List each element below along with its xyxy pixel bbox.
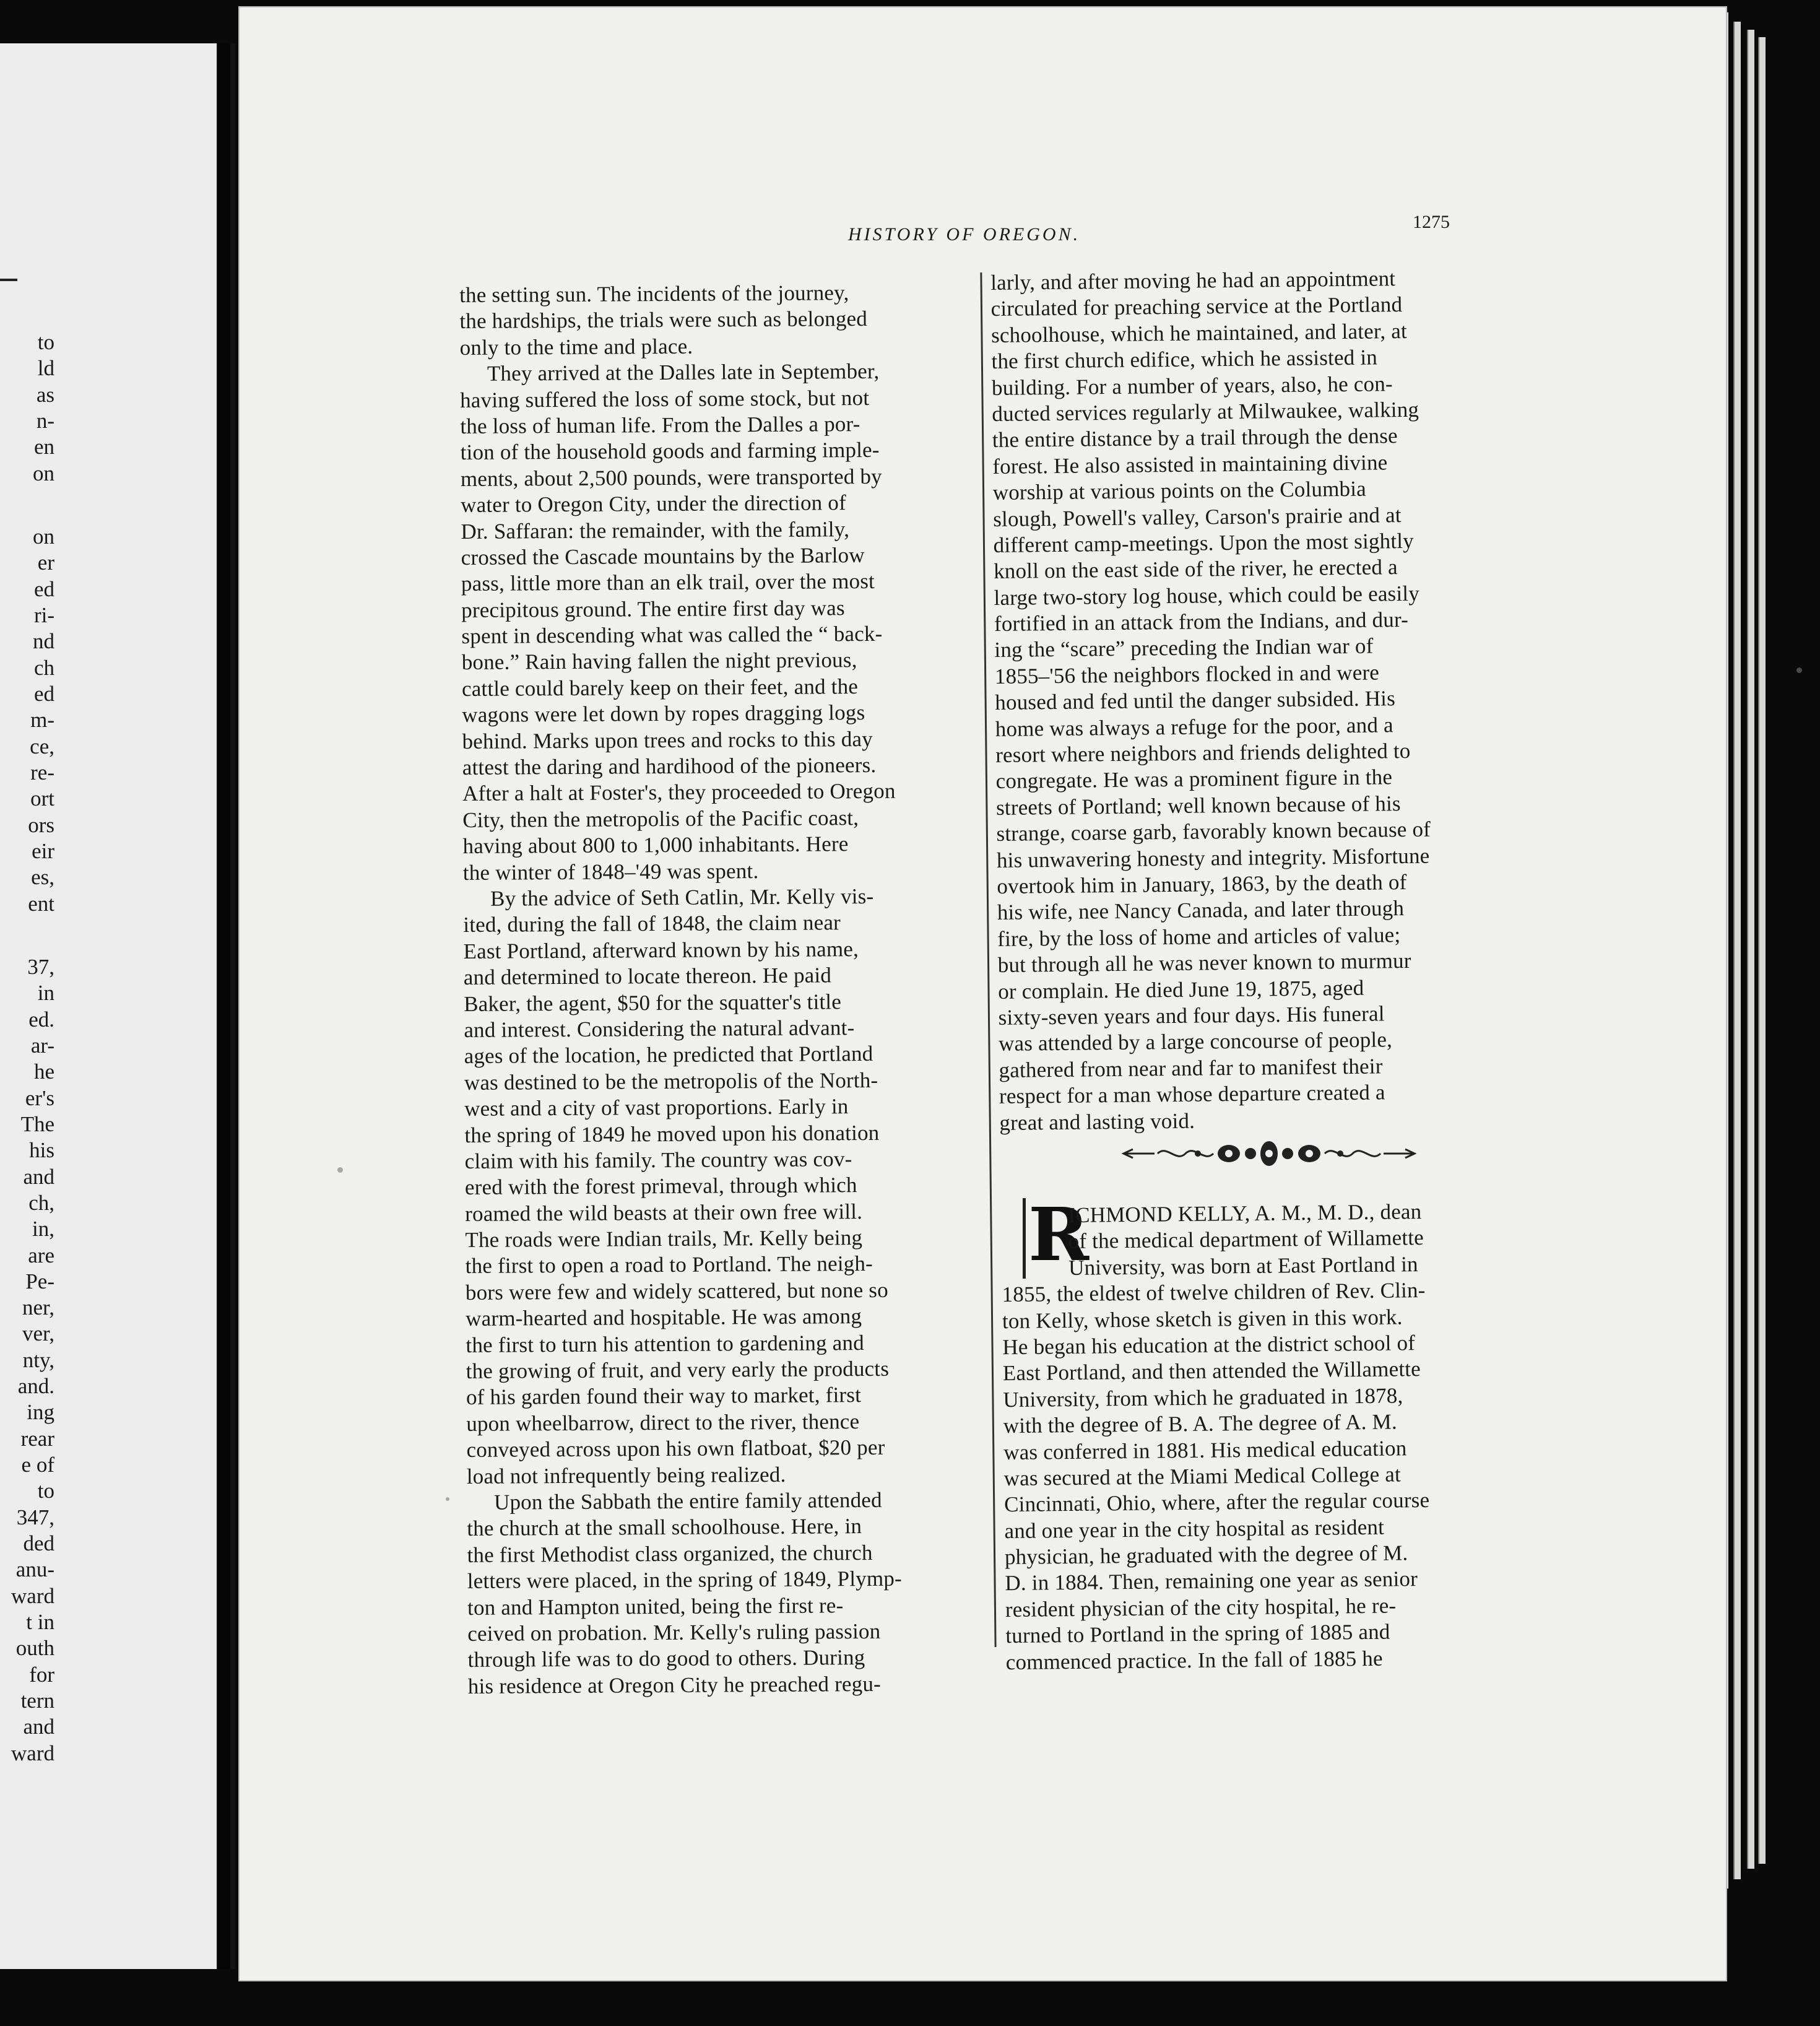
- left-page-fragment-line: ch: [33, 655, 54, 680]
- page-edge: [1733, 22, 1741, 1879]
- text-line: home was always a refuge for the poor, and a: [995, 712, 1393, 741]
- left-page-fragment-line: tern: [20, 1689, 54, 1713]
- left-page-fragment-line: 37,: [27, 954, 54, 979]
- left-page-fragment-line: Pe-: [25, 1269, 54, 1293]
- left-page-fragment-line: ing: [27, 1400, 54, 1425]
- text-line: He began his education at the district school of: [1002, 1331, 1416, 1360]
- text-line: precipitous ground. The entire first day was: [461, 595, 845, 622]
- left-page-fragment-line: ed: [33, 576, 54, 601]
- text-line: and interest. Considering the natural advant-: [464, 1015, 855, 1042]
- page-number: 1275: [1413, 212, 1450, 232]
- left-page-fragment-line: ch,: [28, 1190, 54, 1215]
- text-line: different camp-meetings. Upon the most sightly: [993, 528, 1415, 557]
- text-line: After a halt at Foster's, they proceeded to Oregon: [462, 779, 896, 806]
- text-line: East Portland, afterward known by his name,: [463, 936, 859, 963]
- text-line: or complain. He died June 19, 1875, aged: [997, 975, 1364, 1004]
- text-line: his residence at Oregon City he preached regu-: [467, 1671, 882, 1698]
- text-line: building. For a number of years, also, he con-: [991, 371, 1393, 400]
- left-page-fragment-line: on: [33, 461, 54, 485]
- left-page-fragment-line: [0, 917, 54, 954]
- text-line: the setting sun. The incidents of the journey,: [459, 280, 849, 307]
- left-page-fragment-line: as: [36, 382, 54, 407]
- text-line: resort where neighbors and friends delighted to: [995, 738, 1411, 767]
- left-page-fragment-line: and: [23, 1164, 54, 1189]
- column-3: [1002, 1198, 1519, 1675]
- text-line: the spring of 1849 he moved upon his donation: [464, 1120, 880, 1147]
- text-line: letters were placed, in the spring of 1849, Plymp-: [467, 1566, 902, 1594]
- text-line: through life was to do good to others. During: [467, 1645, 865, 1672]
- text-line: ceived on probation. Mr. Kelly's ruling passion: [467, 1619, 881, 1646]
- text-line: physician, he graduated with the degree of M.: [1004, 1541, 1408, 1570]
- left-page-fragment-line: ed.: [28, 1007, 54, 1032]
- text-line: sixty-seven years and four days. His funeral: [998, 1001, 1385, 1030]
- text-line: Baker, the agent, $50 for the squatter's title: [463, 989, 842, 1016]
- left-page-fragment-line: ver,: [22, 1321, 54, 1346]
- text-line: ages of the location, he predicted that Portland: [464, 1041, 873, 1069]
- left-page-fragment-line: ort: [30, 786, 54, 811]
- text-line: his unwavering honesty and integrity. Misfortune: [996, 843, 1430, 872]
- text-line: Cincinnati, Ohio, where, after the regular course: [1003, 1488, 1430, 1517]
- text-line: water to Oregon City, under the direction of: [461, 490, 847, 518]
- text-line: of the medical department of Willamette: [1068, 1225, 1424, 1254]
- left-page-fragment-line: outh: [15, 1636, 54, 1661]
- text-line: only to the time and place.: [459, 334, 693, 360]
- left-page-fragment-line: es,: [31, 865, 54, 890]
- left-page-fragment-line: n-: [36, 408, 54, 433]
- text-line: west and a city of vast proportions. Early in: [464, 1094, 849, 1121]
- text-line: with the degree of B. A. The degree of A. M.: [1003, 1409, 1398, 1438]
- left-page-fragment-line: ward: [11, 1741, 54, 1765]
- text-line: was secured at the Miami Medical College at: [1003, 1462, 1402, 1491]
- left-page-fragment-line: ce,: [30, 734, 54, 759]
- text-line: bors were few and widely scattered, but none so: [465, 1277, 889, 1305]
- text-line: behind. Marks upon trees and rocks to this day: [462, 726, 873, 754]
- left-page-fragment-line: t in: [26, 1610, 54, 1635]
- left-page-fragment-line: 347,: [16, 1505, 54, 1529]
- left-page-fragment-line: nty,: [22, 1347, 54, 1372]
- text-line: and determined to locate thereon. He paid: [463, 963, 832, 990]
- text-line: strange, coarse garb, favorably known because of: [996, 817, 1431, 846]
- text-line: University, was born at East Portland in: [1068, 1251, 1418, 1280]
- left-page-fragment-line: ld: [37, 356, 54, 381]
- text-line: wagons were let down by ropes dragging logs: [462, 700, 865, 728]
- left-page-fragment-line: for: [29, 1662, 54, 1687]
- left-page-fragment-line: er's: [25, 1085, 54, 1110]
- text-line: ton and Hampton united, being the first re-: [467, 1593, 844, 1620]
- left-page: [0, 43, 217, 1969]
- text-line: forest. He also assisted in maintaining divine: [992, 450, 1388, 479]
- text-line: great and lasting void.: [999, 1108, 1195, 1135]
- left-page-fragment-line: anu-: [15, 1557, 54, 1582]
- text-line: worship at various points on the Columbia: [992, 476, 1367, 505]
- text-line: University, from which he graduated in 1878,: [1003, 1383, 1403, 1412]
- left-page-fragment-line: he: [33, 1059, 54, 1084]
- text-line: large two-story log house, which could be easily: [994, 581, 1420, 610]
- left-page-fragment-line: in: [37, 981, 54, 1006]
- left-page-fragment-line: ded: [23, 1531, 54, 1556]
- text-line: overtook him in January, 1863, by the death of: [997, 869, 1407, 898]
- left-page-fragment-line: on: [33, 524, 54, 549]
- left-page-fragment-line: are: [28, 1243, 54, 1267]
- text-line: ing the “scare” preceding the Indian war of: [994, 634, 1374, 663]
- book-spine-shadow: [218, 43, 230, 1969]
- text-line: The roads were Indian trails, Mr. Kelly being: [465, 1225, 863, 1253]
- text-line: the entire distance by a trail through the dense: [992, 424, 1398, 453]
- text-line: ited, during the fall of 1848, the claim near: [463, 910, 841, 937]
- left-page-fragment-line: and.: [17, 1374, 54, 1399]
- left-page-fragment-line: rear: [20, 1426, 54, 1451]
- text-line: load not infrequently being realized.: [466, 1462, 786, 1489]
- text-line: slough, Powell's valley, Carson's prairie and at: [993, 502, 1402, 531]
- text-line: the winter of 1848–'49 was spent.: [462, 858, 759, 885]
- text-line: the hardships, the trials were such as belonged: [459, 307, 868, 334]
- text-line: D. in 1884. Then, remaining one year as senior: [1005, 1567, 1418, 1596]
- left-page-fragment-line: to: [37, 330, 54, 354]
- scan-speck: [337, 1167, 343, 1173]
- text-line: cattle could barely keep on their feet, and the: [461, 674, 859, 701]
- left-page-fragment-line: ar-: [30, 1033, 54, 1058]
- text-line: ton Kelly, whose sketch is given in this work.: [1002, 1304, 1403, 1333]
- left-page-fragment-line: ent: [28, 891, 54, 916]
- text-line: respect for a man whose departure created a: [999, 1080, 1385, 1109]
- text-line: Upon the Sabbath the entire family attended: [493, 1487, 882, 1515]
- text-line: 1855, the eldest of twelve children of Rev. Clin-: [1002, 1278, 1426, 1307]
- text-line: 1855–'56 the neighbors flocked in and were: [994, 660, 1380, 689]
- text-line: of his garden found their way to market, first: [466, 1383, 862, 1410]
- left-page-fragment-line: nd: [33, 629, 54, 654]
- text-line: resident physician of the city hospital, he re-: [1005, 1593, 1397, 1622]
- text-line: tion of the household goods and farming imple-: [460, 438, 880, 465]
- text-line: pass, little more than an elk trail, over the most: [461, 569, 875, 596]
- left-page-fragment-line: eir: [32, 838, 54, 863]
- text-line: crossed the Cascade mountains by the Barlow: [461, 542, 865, 570]
- column-1: [459, 279, 1007, 1700]
- text-line: They arrived at the Dalles late in September,: [487, 359, 880, 386]
- text-line: attest the daring and hardihood of the pioneers.: [462, 752, 877, 780]
- text-line: having about 800 to 1,000 inhabitants. Here: [462, 832, 849, 859]
- column-2: [990, 264, 1507, 1136]
- text-line: his wife, nee Nancy Canada, and later through: [997, 896, 1405, 925]
- left-page-fragment-line: his: [29, 1138, 54, 1163]
- text-line: ducted services regularly at Milwaukee, walking: [992, 397, 1419, 426]
- left-page-fragment-line: to: [37, 1479, 54, 1503]
- left-page-fragment-line: re-: [30, 760, 54, 785]
- text-line: East Portland, and then attended the Willamette: [1002, 1357, 1421, 1386]
- text-line: the first to turn his attention to gardening and: [466, 1330, 864, 1357]
- left-page-text-fragments: [0, 329, 54, 1767]
- text-line: ered with the forest primeval, through which: [464, 1173, 857, 1200]
- text-line: ICHMOND KELLY, A. M., M. D., dean: [1068, 1199, 1422, 1227]
- text-line: congregate. He was a prominent figure in the: [995, 765, 1393, 794]
- text-line: knoll on the east side of the river, he erected a: [993, 555, 1398, 584]
- text-line: claim with his family. The country was cov-: [464, 1147, 852, 1173]
- text-line: fire, by the loss of home and articles of value;: [997, 922, 1401, 951]
- left-page-fragment-line: ner,: [22, 1295, 54, 1320]
- text-line: City, then the metropolis of the Pacific coast,: [462, 805, 859, 832]
- text-line: larly, and after moving he had an appointment: [990, 266, 1396, 295]
- text-line: By the advice of Seth Catlin, Mr. Kelly vis-: [490, 884, 874, 911]
- text-line: circulated for preaching service at the Portland: [990, 292, 1403, 321]
- text-line: streets of Portland; well known because of his: [995, 791, 1401, 820]
- text-line: gathered from near and far to manifest their: [999, 1054, 1383, 1082]
- left-page-fragment-line: ors: [28, 812, 54, 837]
- scan-speck: [446, 1497, 449, 1501]
- left-page-fragment-line: ward: [11, 1583, 54, 1608]
- text-line: ments, about 2,500 pounds, were transported by: [460, 464, 882, 491]
- page-edge: [1747, 30, 1754, 1869]
- left-page-fragment-line: [0, 487, 54, 524]
- page-edge: [1758, 37, 1766, 1864]
- text-line: was destined to be the metropolis of the North-: [464, 1067, 878, 1095]
- text-line: the growing of fruit, and very early the products: [466, 1356, 890, 1383]
- left-page-fragment-line: in,: [32, 1217, 54, 1241]
- text-line: housed and fed until the danger subsided. His: [995, 686, 1396, 715]
- left-page-fragment-line: m-: [30, 708, 54, 733]
- text-line: roamed the wild beasts at their own free will.: [465, 1199, 863, 1226]
- text-line: upon wheelbarrow, direct to the river, thence: [466, 1409, 860, 1436]
- text-line: spent in descending what was called the “ back-: [461, 621, 883, 649]
- left-page-rule: [0, 279, 17, 281]
- text-line: was conferred in 1881. His medical education: [1003, 1435, 1407, 1464]
- text-line: the loss of human life. From the Dalles a por-: [460, 412, 860, 438]
- text-line: and one year in the city hospital as resident: [1004, 1515, 1385, 1543]
- running-head: HISTORY OF OREGON.: [848, 224, 1081, 245]
- ornamental-divider: [1120, 1138, 1418, 1169]
- left-page-fragment-line: and: [23, 1715, 54, 1739]
- text-line: having suffered the loss of some stock, but not: [460, 385, 870, 412]
- text-line: but through all he was never known to murmur: [997, 949, 1411, 978]
- text-line: commenced practice. In the fall of 1885 he: [1005, 1646, 1383, 1674]
- text-line: warm-hearted and hospitable. He was among: [466, 1304, 862, 1331]
- left-page-fragment-line: e of: [21, 1453, 54, 1477]
- left-page-fragment-line: en: [33, 435, 54, 459]
- text-line: the first church edifice, which he assisted in: [991, 345, 1378, 374]
- left-page-fragment-line: er: [37, 550, 54, 575]
- text-line: was attended by a large concourse of people,: [998, 1027, 1393, 1056]
- text-line: schoolhouse, which he maintained, and later, at: [990, 318, 1408, 347]
- text-line: fortified in an attack from the Indians, and dur-: [994, 607, 1409, 637]
- drop-cap: R: [1023, 1198, 1072, 1279]
- text-line: the first to open a road to Portland. The neigh-: [465, 1251, 873, 1279]
- text-line: conveyed across upon his own flatboat, $20 per: [466, 1435, 885, 1463]
- text-line: the church at the small schoolhouse. Here, in: [467, 1514, 862, 1541]
- text-line: bone.” Rain having fallen the night previous,: [461, 648, 857, 675]
- scan-speck: [1796, 667, 1802, 673]
- left-page-fragment-line: The: [20, 1111, 54, 1136]
- left-page-fragment-line: ri-: [33, 602, 54, 627]
- text-line: the first Methodist class organized, the church: [467, 1540, 873, 1567]
- left-page-fragment-line: ed: [33, 681, 54, 706]
- text-line: turned to Portland in the spring of 1885 and: [1005, 1619, 1390, 1648]
- text-line: Dr. Saffaran: the remainder, with the family,: [461, 516, 850, 544]
